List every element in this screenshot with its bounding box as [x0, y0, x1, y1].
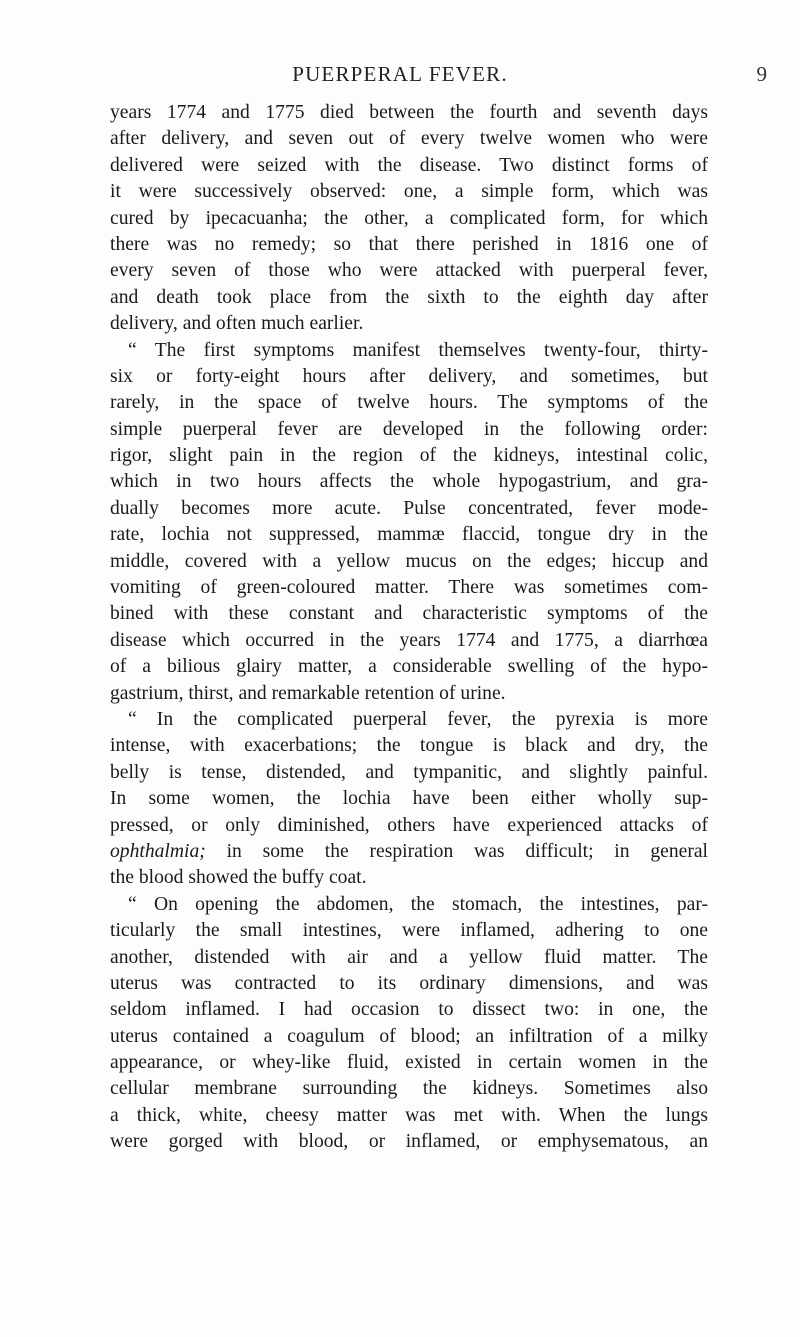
text-line: bined with these constant and characteristic symptoms of the — [110, 603, 708, 625]
text-line: the blood showed the buffy coat. — [110, 867, 367, 889]
text-line: another, distended with air and a yellow fluid matter. The — [110, 946, 708, 968]
text-line: six or forty-eight hours after delivery, and sometimes, but — [110, 365, 708, 387]
text-line — [110, 839, 708, 865]
text-line: which in two hours affects the whole hypogastrium, and gra- — [110, 471, 708, 493]
text-line: ticularly the small intestines, were inflamed, adhering to one — [110, 920, 708, 942]
text-line: rarely, in the space of twelve hours. The symptoms of the — [110, 392, 708, 414]
text-line: cellular membrane surrounding the kidneys. Sometimes also — [110, 1078, 708, 1100]
text-line: were gorged with blood, or inflamed, or emphysematous, an — [110, 1131, 708, 1153]
text-line: and death took place from the sixth to the eighth day after — [110, 286, 708, 308]
text-line: gastrium, thirst, and remarkable retention of urine. — [110, 682, 506, 704]
running-title: PUERPERAL FEVER. — [292, 62, 508, 86]
text-line: rigor, slight pain in the region of the kidneys, intestinal colic, — [110, 445, 708, 467]
text-line: uterus contained a coagulum of blood; an infiltration of a milky — [110, 1025, 708, 1047]
body-text — [110, 100, 708, 1156]
text-line: delivery, and often much earlier. — [110, 313, 364, 335]
page-number: 9 — [756, 62, 767, 86]
text-line: “ The first symptoms manifest themselves twenty-four, thirty- — [128, 339, 708, 361]
text-line: years 1774 and 1775 died between the fourth and seventh days — [110, 102, 708, 123]
text-line: a thick, white, cheesy matter was met with. When the lungs — [110, 1104, 708, 1126]
text-line: “ On opening the abdomen, the stomach, the intestines, par- — [128, 893, 708, 915]
text-line: appearance, or whey-like fluid, existed in certain women in the — [110, 1052, 708, 1074]
text-line: simple puerperal fever are developed in the following order: — [110, 418, 708, 440]
running-head — [0, 62, 800, 92]
italic-term: ophthalmia; — [110, 840, 206, 862]
text-line: In some women, the lochia have been either wholly sup- — [110, 788, 708, 810]
text-line: seldom inflamed. I had occasion to dissect two: in one, the — [110, 999, 708, 1021]
text-line: belly is tense, distended, and tympanitic, and slightly painful. — [110, 761, 708, 783]
text-line: after delivery, and seven out of every twelve women who were — [110, 128, 708, 150]
text-line: pressed, or only diminished, others have experienced attacks of — [110, 814, 708, 836]
text-line: “ In the complicated puerperal fever, the pyrexia is more — [128, 708, 708, 730]
text-line: disease which occurred in the years 1774 and 1775, a diarrhœa — [110, 629, 708, 651]
text-line: delivered were seized with the disease. Two distinct forms of — [110, 154, 708, 176]
text-line: middle, covered with a yellow mucus on the edges; hiccup and — [110, 550, 708, 572]
text-line: every seven of those who were attacked with puerperal fever, — [110, 260, 708, 282]
text-line: uterus was contracted to its ordinary dimensions, and was — [110, 972, 708, 994]
text-line: dually becomes more acute. Pulse concentrated, fever mode- — [110, 497, 708, 519]
text-line: there was no remedy; so that there perished in 1816 one of — [110, 233, 708, 255]
text-line: intense, with exacerbations; the tongue is black and dry, the — [110, 735, 708, 757]
text-run: in some the respiration was difficult; in general — [205, 840, 708, 862]
text-line: cured by ipecacuanha; the other, a complicated form, for which — [110, 207, 708, 229]
text-line: rate, lochia not suppressed, mammæ flaccid, tongue dry in the — [110, 524, 708, 546]
text-line: vomiting of green-coloured matter. There was sometimes com- — [110, 577, 708, 599]
text-line: of a bilious glairy matter, a considerable swelling of the hypo- — [110, 656, 708, 678]
text-line: it were successively observed: one, a simple form, which was — [110, 181, 708, 203]
